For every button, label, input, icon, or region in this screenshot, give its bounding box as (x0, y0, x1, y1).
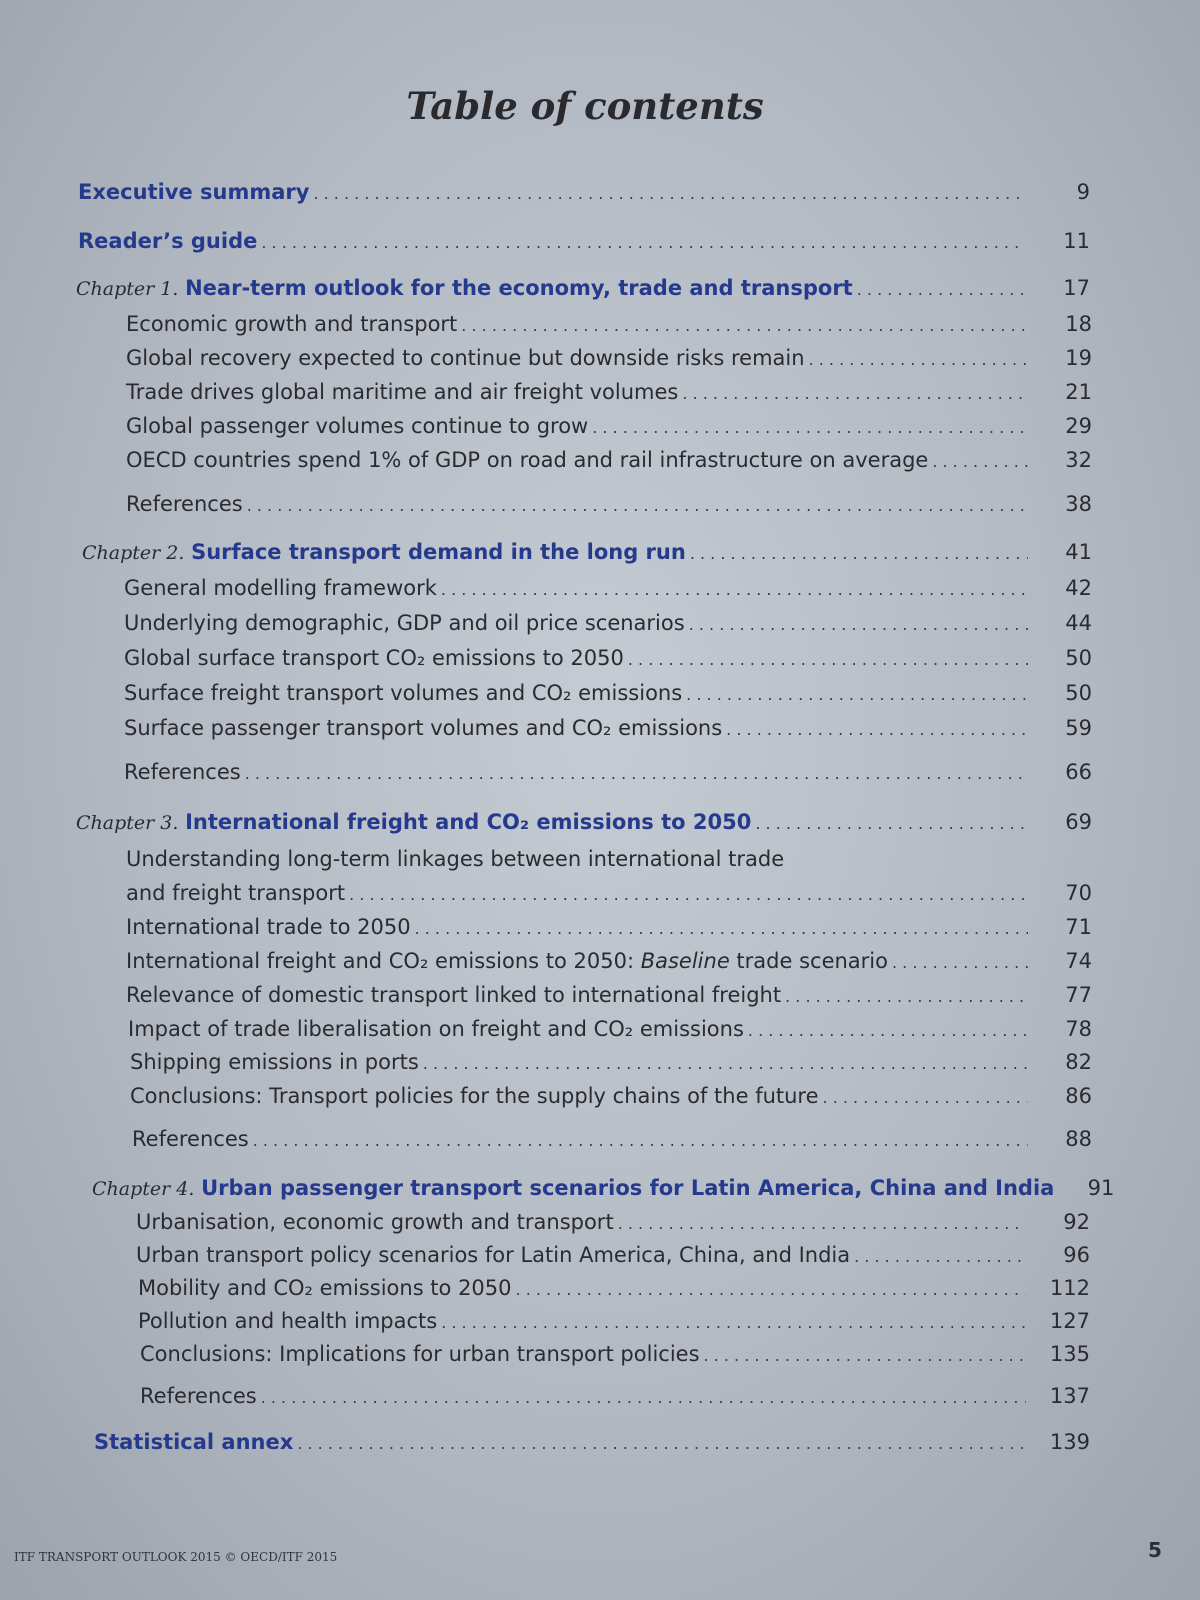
chapter-prefix: Chapter 1. (76, 278, 179, 300)
toc-section[interactable] (126, 877, 1092, 909)
toc-section-label: Economic growth and transport (126, 312, 458, 336)
leader-dots (423, 1048, 1028, 1080)
toc-section-label: Surface passenger transport volumes and CO₂ emissions (124, 716, 723, 740)
toc-section[interactable] (124, 712, 1092, 744)
toc-section-label: References (132, 1127, 249, 1151)
leader-dots (932, 446, 1028, 478)
toc-entry-executive-summary[interactable] (78, 176, 1090, 208)
leader-dots (690, 538, 1028, 570)
footer-publication: ITF TRANSPORT OUTLOOK 2015 © OECD/ITF 2015 (14, 1550, 338, 1564)
leader-dots (823, 1082, 1028, 1114)
toc-entry-page: 50 (1065, 646, 1092, 670)
leader-dots (261, 1382, 1026, 1414)
toc-chapter-heading (82, 536, 686, 569)
toc-section-label: Urbanisation, economic growth and transport (136, 1210, 614, 1234)
footer-page-number: 5 (1148, 1538, 1162, 1562)
toc-entry-page: 91 (1087, 1176, 1115, 1200)
leader-dots (892, 947, 1028, 979)
toc-section-references[interactable] (132, 1123, 1092, 1155)
toc-section-label: Trade drives global maritime and air freight volumes (126, 380, 679, 404)
toc-section-references[interactable] (126, 488, 1092, 520)
toc-chapter-heading (92, 1172, 1054, 1205)
toc-section-label-pre: International freight and CO₂ emissions to 2050: (126, 949, 641, 973)
toc-section-label: Underlying demographic, GDP and oil price scenarios (124, 611, 685, 635)
toc-entry-page: 21 (1065, 380, 1092, 404)
toc-section[interactable] (126, 444, 1092, 476)
toc-entry-page: 32 (1065, 448, 1092, 472)
toc-section[interactable] (126, 308, 1092, 340)
leader-dots (857, 274, 1026, 306)
toc-section-label: OECD countries spend 1% of GDP on road and rail infrastructure on average (126, 448, 929, 472)
toc-chapter-3[interactable] (76, 806, 1092, 838)
toc-chapter-heading (76, 272, 853, 305)
toc-entry-page: 70 (1065, 881, 1092, 905)
toc-section-label: Conclusions: Transport policies for the supply chains of the future (130, 1084, 819, 1108)
chapter-title: Urban passenger transport scenarios for Latin America, China and India (201, 1176, 1055, 1200)
leader-dots (618, 1208, 1026, 1240)
chapter-title: Near-term outlook for the economy, trade and transport (185, 276, 853, 300)
toc-section[interactable] (126, 342, 1092, 374)
toc-entry-page: 42 (1065, 576, 1092, 600)
toc-entry-statistical-annex[interactable] (94, 1426, 1090, 1458)
leader-dots (261, 227, 1026, 259)
toc-entry-page: 86 (1065, 1084, 1092, 1108)
toc-entry-page: 78 (1065, 1017, 1092, 1041)
leader-dots (516, 1274, 1026, 1306)
toc-section[interactable] (126, 945, 1092, 977)
leader-dots (415, 913, 1028, 945)
toc-section-label: Global surface transport CO₂ emissions to 2050 (124, 646, 624, 670)
leader-dots (854, 1241, 1026, 1273)
toc-section[interactable] (124, 642, 1092, 674)
toc-section[interactable] (126, 410, 1092, 442)
toc-entry-page: 29 (1065, 414, 1092, 438)
toc-section-label: General modelling framework (124, 576, 437, 600)
leader-dots (704, 1340, 1026, 1372)
leader-dots (785, 981, 1028, 1013)
toc-section[interactable] (130, 1080, 1092, 1112)
toc-entry-page: 74 (1065, 949, 1092, 973)
toc-entry-label: Executive summary (78, 180, 310, 204)
toc-section[interactable] (128, 1013, 1092, 1045)
toc-section[interactable] (138, 1272, 1090, 1304)
leader-dots (245, 758, 1028, 790)
toc-entry-page: 66 (1065, 760, 1092, 784)
leader-dots (297, 1428, 1026, 1460)
toc-section-label: References (140, 1384, 257, 1408)
leader-dots (686, 679, 1028, 711)
leader-dots (755, 808, 1028, 840)
toc-section-label: Relevance of domestic transport linked to international freight (126, 983, 782, 1007)
chapter-prefix: Chapter 4. (92, 1178, 195, 1200)
leader-dots (441, 1307, 1026, 1339)
chapter-title: International freight and CO₂ emissions to 2050 (185, 810, 752, 834)
leader-dots (247, 490, 1028, 522)
toc-section[interactable] (130, 1046, 1092, 1078)
toc-section[interactable] (126, 979, 1092, 1011)
leader-dots (313, 178, 1026, 210)
toc-section[interactable] (138, 1305, 1090, 1337)
toc-section[interactable] (124, 677, 1092, 709)
toc-section-label: Conclusions: Implications for urban transport policies (140, 1342, 700, 1366)
toc-section-label-italic: Baseline (640, 949, 730, 973)
toc-section-label: and freight transport (126, 881, 346, 905)
leader-dots (682, 378, 1028, 410)
toc-section-label (126, 945, 888, 977)
toc-section-label: Mobility and CO₂ emissions to 2050 (138, 1276, 512, 1300)
toc-section[interactable] (126, 376, 1092, 408)
toc-section[interactable] (136, 1206, 1090, 1238)
toc-entry-page: 17 (1063, 276, 1090, 300)
leader-dots (628, 644, 1028, 676)
toc-entry-label: Statistical annex (94, 1430, 294, 1454)
toc-entry-page: 112 (1049, 1276, 1090, 1300)
leader-dots (748, 1015, 1028, 1047)
page-title: Table of contents (406, 84, 764, 128)
toc-section-label: References (124, 760, 241, 784)
toc-section[interactable] (140, 1338, 1090, 1370)
toc-section[interactable] (124, 572, 1092, 604)
toc-entry-readers-guide[interactable] (78, 225, 1090, 257)
toc-entry-page: 137 (1049, 1384, 1090, 1408)
toc-section-label: Shipping emissions in ports (130, 1050, 419, 1074)
leader-dots (461, 310, 1028, 342)
toc-entry-page: 59 (1065, 716, 1092, 740)
leader-dots (809, 344, 1028, 376)
toc-entry-page: 88 (1065, 1127, 1092, 1151)
toc-section-label: References (126, 492, 243, 516)
toc-section[interactable] (126, 911, 1092, 943)
leader-dots (726, 714, 1028, 746)
chapter-title: Surface transport demand in the long run (191, 540, 686, 564)
chapter-prefix: Chapter 2. (82, 542, 185, 564)
toc-entry-page: 139 (1049, 1430, 1090, 1454)
toc-entry-page: 92 (1063, 1210, 1090, 1234)
toc-entry-page: 127 (1049, 1309, 1090, 1333)
toc-entry-page: 71 (1065, 915, 1092, 939)
toc-section-label-line-1[interactable]: Understanding long-term linkages between international trade (126, 847, 785, 871)
toc-entry-page: 41 (1065, 540, 1092, 564)
toc-entry-page: 9 (1076, 180, 1090, 204)
toc-section-label: Pollution and health impacts (138, 1309, 438, 1333)
toc-entry-page: 135 (1049, 1342, 1090, 1366)
toc-entry-page: 77 (1065, 983, 1092, 1007)
leader-dots (592, 412, 1028, 444)
toc-section-label: Global recovery expected to continue but downside risks remain (126, 346, 805, 370)
toc-section-label: Impact of trade liberalisation on freight and CO₂ emissions (128, 1017, 744, 1041)
toc-entry-page: 11 (1063, 229, 1090, 253)
leader-dots (253, 1125, 1028, 1157)
toc-section-label-post: trade scenario (729, 949, 888, 973)
chapter-prefix: Chapter 3. (76, 812, 179, 834)
toc-entry-page: 96 (1063, 1243, 1090, 1267)
toc-section-references[interactable] (124, 756, 1092, 788)
toc-section-label: International trade to 2050 (126, 915, 411, 939)
toc-section-label: Urban transport policy scenarios for Latin America, China, and India (136, 1243, 851, 1267)
leader-dots (689, 609, 1028, 641)
toc-entry-label: Reader’s guide (78, 229, 258, 253)
toc-section-references[interactable] (140, 1380, 1090, 1412)
toc-entry-page: 69 (1065, 810, 1092, 834)
toc-section-label: Global passenger volumes continue to grow (126, 414, 589, 438)
toc-section[interactable] (136, 1239, 1090, 1271)
toc-chapter-2[interactable] (82, 536, 1092, 568)
leader-dots (441, 574, 1028, 606)
toc-chapter-heading (76, 806, 751, 839)
toc-section[interactable] (124, 607, 1092, 639)
toc-entry-page: 82 (1065, 1050, 1092, 1074)
toc-entry-page: 50 (1065, 681, 1092, 705)
leader-dots (349, 879, 1028, 911)
toc-entry-page: 44 (1065, 611, 1092, 635)
toc-entry-page: 18 (1065, 312, 1092, 336)
toc-section-label: Surface freight transport volumes and CO₂ emissions (124, 681, 683, 705)
toc-entry-page: 19 (1065, 346, 1092, 370)
toc-entry-page: 38 (1065, 492, 1092, 516)
toc-chapter-4[interactable] (92, 1172, 1115, 1204)
toc-chapter-1[interactable] (76, 272, 1090, 304)
